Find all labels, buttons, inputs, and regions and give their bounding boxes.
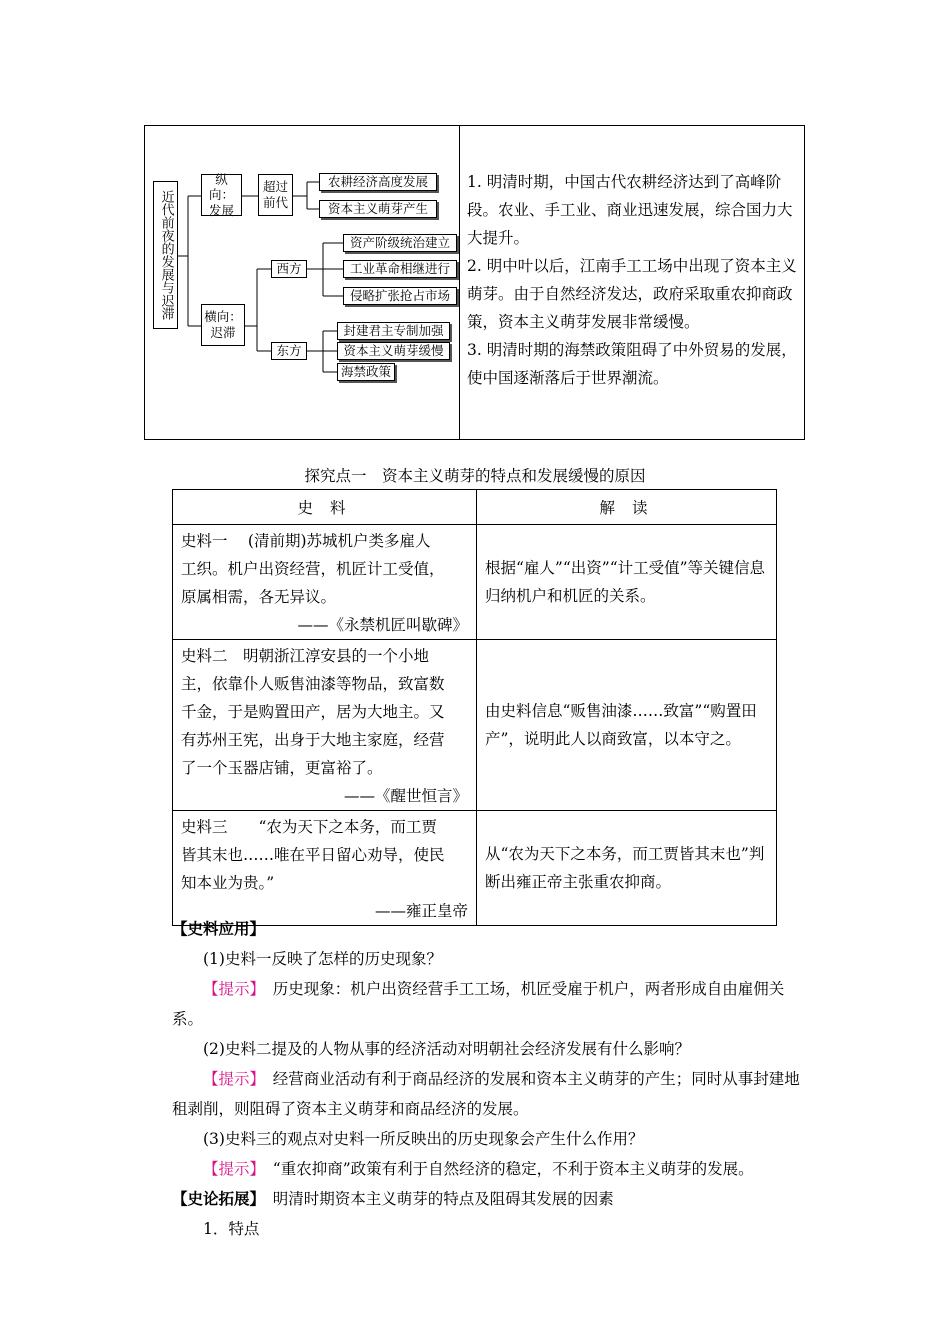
source-table bbox=[172, 489, 777, 926]
question: (1)史料一反映了怎样的历史现象？ bbox=[203, 950, 442, 968]
mindmap bbox=[145, 126, 459, 439]
extension-heading: 【史论拓展】 bbox=[172, 1189, 258, 1208]
table-row bbox=[173, 640, 777, 811]
mindmap-west-item bbox=[343, 234, 457, 252]
tip-label: 【提示】 bbox=[203, 980, 258, 998]
source-line: 有苏州王宪，出身于大地主家庭，经营 bbox=[181, 731, 445, 749]
summary-point: 3. 明清时期的海禁政策阻碍了中外贸易的发展，使中国逐渐落后于世界潮流。 bbox=[467, 341, 797, 387]
mindmap-east bbox=[271, 342, 307, 360]
mindmap-vertical bbox=[201, 171, 242, 218]
mindmap-west-item-label: 工业革命相继进行 bbox=[349, 261, 450, 277]
source-attribution: ——《醒世恒言》 bbox=[343, 787, 468, 805]
source-line: 皆其末也……唯在平日留心劝导，使民 bbox=[181, 846, 445, 864]
mindmap-west-label: 西方 bbox=[276, 261, 302, 277]
mindmap-surpass-item bbox=[319, 173, 437, 191]
source-attribution: ——雍正皇帝 bbox=[374, 902, 468, 920]
mindmap-horizontal-label: 横向：迟滞 bbox=[204, 309, 242, 340]
source-line: 了一个玉器店铺，更富裕了。 bbox=[181, 759, 383, 777]
source-line: 主，依靠仆人贩售油漆等物品，致富数 bbox=[181, 675, 445, 693]
table-row bbox=[173, 811, 777, 926]
mindmap-east-item-label: 封建君主专制加强 bbox=[343, 323, 444, 339]
source-line: 史料二 明朝浙江淳安县的一个小地 bbox=[181, 647, 430, 665]
source-attribution: ——《永禁机匠叫歇碑》 bbox=[297, 616, 468, 634]
mindmap-surpass-label: 超过前代 bbox=[262, 179, 288, 210]
question: (2)史料二提及的人物从事的经济活动对明朝社会经济发展有什么影响？ bbox=[203, 1040, 690, 1058]
reading-cell: 根据“雇人”“出资”“计工受值”等关键信息归纳机户和机匠的关系。 bbox=[477, 525, 777, 640]
source-cell bbox=[173, 525, 477, 640]
source-line: 工织。机户出资经营，机匠计工受值， bbox=[181, 560, 445, 578]
mindmap-horizontal bbox=[201, 304, 245, 346]
mindmap-surpass-item bbox=[319, 200, 437, 218]
source-line: 知本业为贵。” bbox=[181, 874, 275, 892]
mindmap-east-item-label: 资本主义萌芽缓慢 bbox=[343, 343, 444, 359]
answer bbox=[172, 1064, 808, 1124]
summary-box bbox=[144, 125, 805, 440]
reading-cell: 由史料信息“贩售油漆……致富”“购置田产”，说明此人以商致富，以本守之。 bbox=[477, 640, 777, 811]
summary-point: 2. 明中叶以后，江南手工工场中出现了资本主义萌芽。由于自然经济发达，政府采取重农抑商政策，资本主义萌芽发展非常缓慢。 bbox=[467, 257, 797, 331]
table-row bbox=[173, 525, 777, 640]
summary-point: 1. 明清时期，中国古代农耕经济达到了高峰阶段。农业、手工业、商业迅速发展，综合国力大大提升。 bbox=[467, 173, 793, 247]
question: (3)史料三的观点对史料一所反映出的历史现象会产生什么作用？ bbox=[203, 1130, 644, 1148]
summary-points bbox=[467, 168, 800, 392]
answer-text: 历史现象：机户出资经营手工工场，机匠受雇于机户，两者形成自由雇佣关系。 bbox=[172, 980, 785, 1028]
application-section bbox=[172, 914, 808, 1244]
extension-line bbox=[172, 1184, 808, 1214]
mindmap-surpass bbox=[258, 174, 293, 216]
summary-divider bbox=[459, 126, 460, 439]
extension-item: 1．特点 bbox=[203, 1220, 260, 1238]
section-title: 探究点一 资本主义萌芽的特点和发展缓慢的原因 bbox=[304, 467, 646, 485]
mindmap-root-label: 近代前夜的发展与迟滞 bbox=[158, 190, 174, 320]
application-heading: 【史料应用】 bbox=[172, 919, 266, 938]
mindmap-root bbox=[153, 181, 178, 329]
mindmap-east-item bbox=[337, 322, 450, 340]
answer bbox=[172, 974, 808, 1034]
source-cell bbox=[173, 811, 477, 926]
mindmap-surpass-item-label: 资本主义萌芽产生 bbox=[327, 201, 428, 217]
table-header-row bbox=[173, 490, 777, 525]
reading-cell: 从“农为天下之本务，而工贾皆其末也”判断出雍正帝主张重农抑商。 bbox=[477, 811, 777, 926]
mindmap-west bbox=[271, 260, 307, 278]
mindmap-east-item-label: 海禁政策 bbox=[340, 364, 391, 380]
source-line: 史料三 “农为天下之本务，而工贾 bbox=[181, 818, 437, 836]
tip-label: 【提示】 bbox=[203, 1160, 258, 1178]
mindmap-west-item-label: 侵略扩张抢占市场 bbox=[349, 288, 450, 304]
source-line: 千金，于是购置田产，居为大地主。又 bbox=[181, 703, 445, 721]
source-line: 史料一 (清前期)苏城机户类多雇人 bbox=[181, 532, 431, 550]
tip-label: 【提示】 bbox=[203, 1070, 258, 1088]
mindmap-east-label: 东方 bbox=[276, 343, 302, 359]
mindmap-vertical-label: 纵向：发展 bbox=[208, 171, 234, 218]
mindmap-west-item bbox=[343, 287, 457, 305]
source-line: 原属相需，各无异议。 bbox=[181, 588, 337, 606]
mindmap-west-item-label: 资产阶级统治建立 bbox=[349, 235, 450, 251]
answer bbox=[172, 1154, 808, 1184]
answer-text: “重农抑商”政策有利于自然经济的稳定，不利于资本主义萌芽的发展。 bbox=[272, 1160, 754, 1178]
mindmap-east-item bbox=[337, 342, 450, 360]
mindmap-east-item bbox=[337, 363, 395, 381]
answer-text: 经营商业活动有利于商品经济的发展和资本主义萌芽的产生；同时从事封建地租剥削，则阻碍了资本主义萌芽和商品经济的发展。 bbox=[172, 1070, 800, 1118]
source-cell bbox=[173, 640, 477, 811]
table-header-source: 史 料 bbox=[173, 490, 477, 525]
mindmap-surpass-item-label: 农耕经济高度发展 bbox=[327, 174, 428, 190]
table-header-reading: 解 读 bbox=[477, 490, 777, 525]
mindmap-west-item bbox=[343, 260, 457, 278]
extension-title: 明清时期资本主义萌芽的特点及阻碍其发展的因素 bbox=[272, 1190, 614, 1208]
